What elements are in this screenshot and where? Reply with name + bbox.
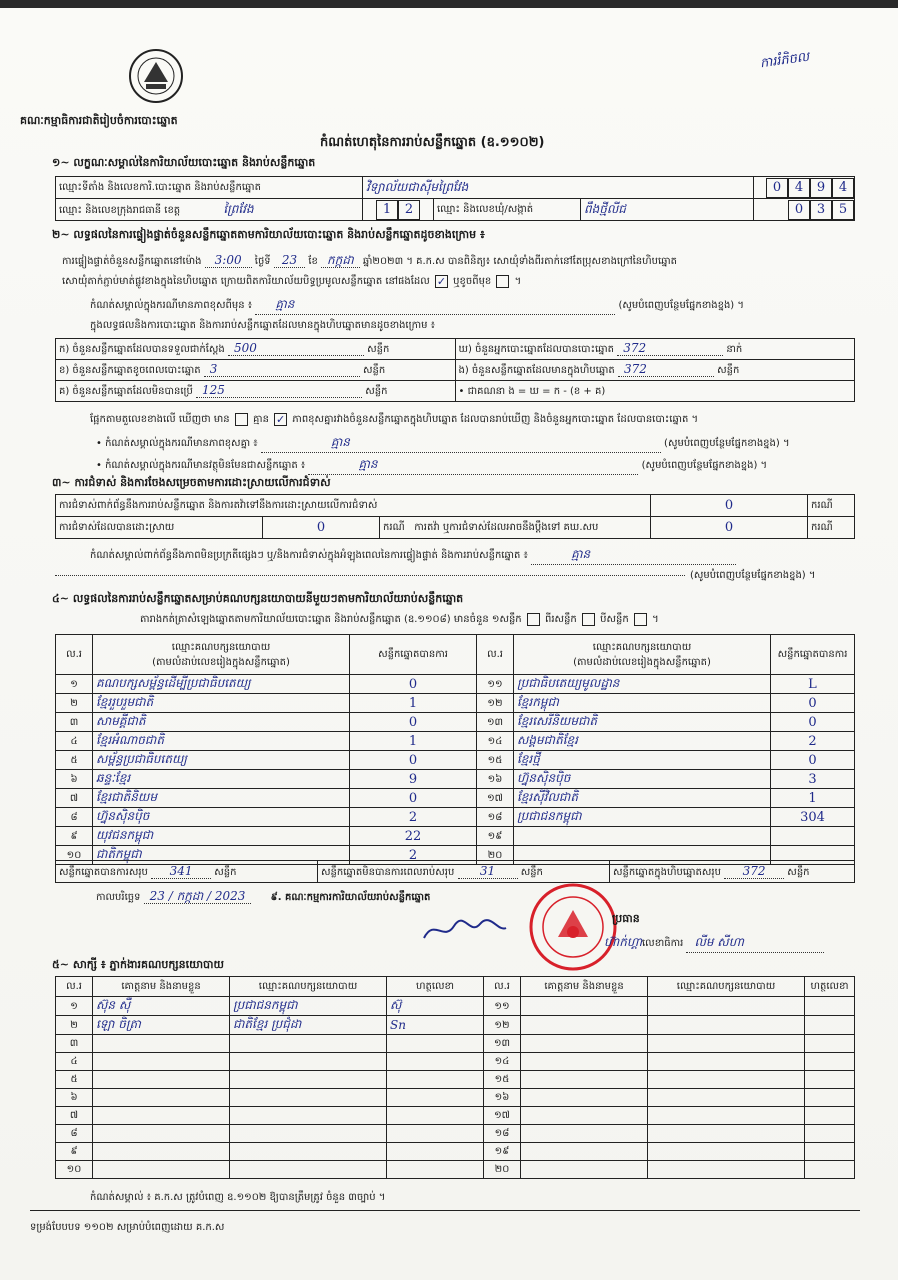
count-unit: សន្លឹក [367, 344, 390, 355]
witness-number: ១ [56, 997, 93, 1016]
bullet-note-2 [96, 456, 856, 475]
witness-number: ១៩ [484, 1143, 521, 1161]
witness-row [56, 1053, 855, 1071]
col-header-party: ឈ្មោះគណបក្សនយោបាយ [171, 641, 271, 653]
party-name[interactable]: ឆន្ទៈខ្មែរ [93, 770, 350, 789]
party-number: ១៥ [477, 751, 514, 770]
district-code-digit[interactable]: 2 [398, 200, 420, 220]
col-header-party-sub: (តាមលំដាប់លេខរៀងក្នុងសន្លឹកឆ្នោត) [573, 656, 711, 668]
time-value[interactable]: 3:00 [205, 253, 252, 268]
witness-name[interactable] [521, 1161, 648, 1179]
witness-signature[interactable] [387, 1071, 484, 1089]
total-box-value[interactable]: 372 [724, 864, 784, 879]
party-name[interactable]: ខ្មែរសេរីនិយមជាតិ [514, 713, 771, 732]
bullet-note-2-value[interactable]: គ្មាន [308, 456, 638, 475]
witness-number: ៨ [56, 1125, 93, 1143]
witness-number: ៣ [56, 1035, 93, 1053]
total-box-label: សន្លឹកឆ្នោតក្នុងហិបឆ្នោតសរុប [613, 866, 721, 878]
witness-party[interactable]: ប្រជាជនកម្ពុជា [230, 997, 387, 1016]
count-value[interactable]: 125 [196, 383, 362, 398]
witness-number: ១១ [484, 997, 521, 1016]
witness-party[interactable] [648, 1161, 805, 1179]
witness-signature[interactable] [805, 1053, 855, 1071]
verification-line-2: សោយុំតាក់ភ្ជាប់មាត់ផ្លូវខាងក្នុងនៃហិបឆ្នោត ក្រោយពិតការិយាល័យបិទ្ធប្រមូលសន្លឹកឆ្នោត នៅផងដែល ✓ ឬខូចពីមុខ ។ [62, 274, 521, 289]
witness-number: ១៦ [484, 1089, 521, 1107]
text-fragment: ការផ្ទៀងផ្ទាត់ចំនួនសន្លឹកឆ្នោតនៅម៉ោង [62, 256, 202, 267]
witness-signature[interactable] [805, 1161, 855, 1179]
party-number: ៦ [56, 770, 93, 789]
count-intro: ក្នុងលទ្ធផលនិងការបោះឆ្នោត និងការរាប់សន្លឹកឆ្នោតដែលមានក្នុងហិបឆ្នោតមានដូចខាងក្រោម ៖ [90, 320, 436, 331]
count-table [55, 338, 855, 402]
party-votes[interactable]: 0 [350, 789, 477, 808]
witness-number: ៥ [56, 1071, 93, 1089]
witness-name[interactable]: ឡោ ចិត្រា [93, 1016, 230, 1035]
witness-party[interactable] [648, 1089, 805, 1107]
witness-row [56, 997, 855, 1016]
witness-signature[interactable] [387, 1161, 484, 1179]
office-code-digit[interactable]: 4 [832, 178, 854, 198]
text-fragment: ថ្ងៃទី [254, 256, 271, 267]
date-label: កាលបរិច្ឆេទ [96, 892, 141, 903]
commune-code-digit[interactable]: 5 [832, 200, 854, 220]
col-header-party-sub: (តាមលំដាប់លេខរៀងក្នុងសន្លឹកឆ្នោត) [152, 656, 290, 668]
count-label: ខ) ចំនួនសន្លឹកឆ្នោតខូចពេលបោះឆ្នោត [59, 365, 201, 376]
footer-note: កំណត់សម្គាល់ ៖ គ.ក.ស ត្រូវបំពេញ ឧ.១១០២ ឱ្យបានត្រឹមត្រូវ ចំនួន ៣ច្បាប់ ។ [90, 1192, 386, 1203]
witness-party[interactable] [648, 1053, 805, 1071]
text-fragment: ភាពខុសគ្នារវាងចំនួនសន្លឹកឆ្នោតក្នុងហិបឆ្នោត ដែលបានរាប់ឃើញ និងចំនួនអ្នកបោះឆ្នោត ដែលបានបោះឆ្នោត ។ [292, 414, 699, 425]
president-signature-icon [420, 912, 510, 948]
party-name[interactable]: ហ្វ៊ុនស៊ិនប៉ិច [514, 770, 771, 789]
witness-party[interactable] [230, 1125, 387, 1143]
resolved-value[interactable]: 0 [263, 517, 380, 539]
witness-number: ២០ [484, 1161, 521, 1179]
results-row [56, 751, 855, 770]
witness-name[interactable] [93, 1143, 230, 1161]
official-stamp-icon [528, 882, 618, 972]
witness-row [56, 1107, 855, 1125]
witness-name[interactable] [521, 997, 648, 1016]
witness-row [56, 1125, 855, 1143]
party-votes[interactable]: 0 [771, 751, 855, 770]
committee-name: គណៈកម្មាធិការជាតិរៀបចំការបោះឆ្នោត [20, 114, 178, 127]
witness-name[interactable] [521, 1071, 648, 1089]
witness-number: ១៨ [484, 1125, 521, 1143]
witness-party[interactable] [648, 997, 805, 1016]
witness-party[interactable] [230, 1143, 387, 1161]
witness-party[interactable] [648, 1071, 805, 1089]
commune-value[interactable]: ពឹងថ្មីលីជ [581, 199, 754, 221]
col-header-party: ឈ្មោះគណបក្សនយោបាយ [592, 641, 692, 653]
witness-signature[interactable] [805, 997, 855, 1016]
party-name[interactable]: យុវជនកម្ពុជា [93, 827, 350, 846]
col-header: ហត្ថលេខា [387, 977, 484, 997]
witness-number: ១៥ [484, 1071, 521, 1089]
section-5-title: ៥~ សាក្សី ៖ ភ្នាក់ងារគណបក្សនយោបាយ [52, 958, 225, 971]
text-fragment: (សូមបំពេញបន្ថែមផ្នែកខាងខ្នង) ។ [641, 460, 768, 471]
witness-party[interactable] [230, 1035, 387, 1053]
col-header: ហត្ថលេខា [805, 977, 855, 997]
party-number: ១២ [477, 694, 514, 713]
witness-name[interactable] [521, 1107, 648, 1125]
total-invalid-value[interactable]: 31 [458, 864, 518, 879]
text-fragment: (សូមបំពេញបន្ថែមផ្នែកខាងខ្នង) ។ [664, 438, 790, 449]
party-votes[interactable]: 0 [771, 694, 855, 713]
section-3-note [90, 546, 855, 565]
section-1-table [55, 176, 855, 221]
district-value[interactable]: ព្រៃវែង [223, 201, 254, 216]
total-valid-label: សន្លឹកឆ្នោតបានការសរុប [59, 866, 148, 878]
checkbox[interactable] [235, 413, 248, 426]
party-name[interactable]: សង្គមជាតិខ្មែរ [514, 732, 771, 751]
office-code-digit[interactable]: 9 [810, 178, 832, 198]
party-number: ១៤ [477, 732, 514, 751]
commune-label: ឈ្មោះ និងលេខឃុំ/សង្កាត់ [434, 199, 581, 221]
witness-party[interactable] [230, 1071, 387, 1089]
text-fragment: (សូមបំពេញបន្ថែមផ្នែកខាងខ្នង) ។ [618, 300, 744, 311]
party-number: ១០ [56, 846, 93, 865]
checkbox[interactable] [527, 613, 540, 626]
witness-party[interactable] [648, 1016, 805, 1035]
district-label: ឈ្មោះ និងលេខក្រុងរាជធានី ខេត្ត [59, 204, 181, 216]
verification-line-1 [62, 252, 852, 270]
text-fragment: គ្មាន [253, 414, 269, 425]
totals-table [55, 860, 855, 883]
witness-signature[interactable] [805, 1143, 855, 1161]
witness-signature[interactable] [387, 1107, 484, 1125]
appeal-label: ការតវ៉ា ឬការជំទាស់ដែលអាចនឹងប្តឹងទៅ គឃ.សប [414, 522, 599, 533]
witness-name[interactable] [93, 1161, 230, 1179]
count-unit: នាក់ [726, 344, 743, 355]
president-label: ប្រធាន [612, 912, 640, 925]
col-header-votes: សន្លឹកឆ្នោតបានការ [350, 635, 477, 675]
party-number: ១ [56, 675, 93, 694]
party-votes[interactable]: 0 [771, 713, 855, 732]
checkbox[interactable] [582, 613, 595, 626]
party-number: ១៧ [477, 789, 514, 808]
results-row [56, 694, 855, 713]
witness-number: ៩ [56, 1143, 93, 1161]
section-2-title: ២~ លទ្ធផលនៃការផ្ទៀងផ្ទាត់ចំនួនសន្លឹកឆ្នោតតាមការិយាល័យបោះឆ្នោត និងរាប់សន្លឹកឆ្នោតដូចខាងក្រោម ៖ [52, 228, 485, 241]
party-votes[interactable]: 1 [771, 789, 855, 808]
formula-cell: • ជាគណនា ង = ឃ = ក - (ខ + គ) [455, 381, 855, 402]
party-name[interactable]: ខ្មែរស៊ីវិលជាតិ [514, 789, 771, 808]
difference-note-line [90, 296, 850, 315]
party-number: ១៨ [477, 808, 514, 827]
count-value[interactable]: 372 [618, 362, 714, 377]
col-header-no: ល.រ [56, 635, 93, 675]
party-votes[interactable]: 0 [350, 751, 477, 770]
text-fragment: តារាងកត់ត្រាសំឡេងឆ្នោតតាមការិយាល័យបោះឆ្នោត និងរាប់សន្លឹកឆ្នោត (ឧ.១១០៨) មានចំនួន ១សន្លឹក [140, 614, 522, 625]
witness-signature[interactable]: Sn [387, 1016, 484, 1035]
col-header-no: ល.រ [477, 635, 514, 675]
date-value[interactable]: 23 / កក្កដា / 2023 [144, 889, 252, 904]
nec-emblem-icon [128, 48, 184, 104]
witness-signature[interactable] [805, 1035, 855, 1053]
count-unit: សន្លឹក [362, 365, 386, 376]
party-name[interactable]: ខ្មែរកម្ពុជា [514, 694, 771, 713]
form-reference: ទម្រង់បែបបទ ១១០២ សម្រាប់បំពេញដោយ គ.ក.ស [30, 1222, 225, 1233]
party-name[interactable]: ខ្មែរអំណាចជាតិ [93, 732, 350, 751]
witness-party[interactable] [230, 1161, 387, 1179]
witness-name[interactable] [521, 1089, 648, 1107]
party-votes[interactable]: 22 [350, 827, 477, 846]
day-value[interactable]: 23 [274, 253, 305, 268]
col-header-votes: សន្លឹកឆ្នោតបានការ [771, 635, 855, 675]
objection-unit: ករណី [808, 495, 855, 517]
witness-party[interactable] [648, 1143, 805, 1161]
witness-signature[interactable] [387, 1143, 484, 1161]
party-votes[interactable]: 2 [350, 808, 477, 827]
unit: សន្លឹក [520, 866, 543, 878]
section-3-title: ៣~ ការជំទាស់ និងការចែងសម្រេចតាមការដោះស្រាយលើការជំទាស់ [52, 476, 331, 489]
section-3-hint: (សូមបំពេញបន្ថែមផ្នែកខាងខ្នង) ។ [690, 570, 816, 581]
witness-number: ៦ [56, 1089, 93, 1107]
checkbox-checked[interactable] [435, 275, 448, 288]
unit: សន្លឹក [214, 866, 237, 878]
results-row [56, 808, 855, 827]
witness-party[interactable] [648, 1125, 805, 1143]
witness-signature[interactable] [805, 1016, 855, 1035]
secretary-label: លេខាធិការ [642, 938, 684, 949]
witness-row [56, 1143, 855, 1161]
text-fragment: • កំណត់សម្គាល់ក្នុងករណីមានវត្ថុមិនមែនជាសន្លឹកឆ្នោត ៖ [96, 460, 306, 471]
office-label: ឈ្មោះទីតាំង និងលេខការិ.បោះឆ្នោត និងរាប់សន្លឹកឆ្នោត [56, 177, 363, 199]
count-label: គ) ចំនួនសន្លឹកឆ្នោតដែលមិនបានប្រើ [59, 386, 193, 397]
section-4-intro: តារាងកត់ត្រាសំឡេងឆ្នោតតាមការិយាល័យបោះឆ្នោត និងរាប់សន្លឹកឆ្នោត (ឧ.១១០៨) មានចំនួន ១សន្លឹក ពីរសន្លឹក បីសន្លឹក ។ [140, 614, 659, 625]
party-number: ៧ [56, 789, 93, 808]
party-name[interactable]: ជាតិកម្ពុជា [93, 846, 350, 865]
party-votes[interactable]: 0 [350, 713, 477, 732]
committee-label: ៩. គណៈកម្មការការិយាល័យរាប់សន្លឹកឆ្នោត [270, 892, 431, 903]
total-invalid-label: សន្លឹកឆ្នោតមិនបានការពេលរាប់សរុប [321, 866, 455, 878]
text-fragment: ពីរសន្លឹក [545, 614, 577, 625]
text-fragment: កំណត់សម្គាល់ក្នុងករណីមានភាពខុសពីមុន ៖ [90, 300, 253, 311]
party-name[interactable]: សម្ព័ន្ធប្រជាធិបតេយ្យ [93, 751, 350, 770]
witness-signature[interactable] [387, 1089, 484, 1107]
count-unit: សន្លឹក [365, 386, 388, 397]
party-votes[interactable]: 2 [771, 732, 855, 751]
witness-name[interactable] [521, 1016, 648, 1035]
results-row [56, 732, 855, 751]
count-value[interactable]: 500 [228, 341, 364, 356]
scan-edge [0, 0, 898, 8]
commune-code-digit[interactable]: 3 [810, 200, 832, 220]
results-row [56, 713, 855, 732]
secretary-name[interactable]: លីម សីហា [686, 934, 824, 953]
witness-signature[interactable] [805, 1071, 855, 1089]
text-fragment: ផ្អែកតាមតួលេខខាងលើ ឃើញថា មាន [90, 414, 230, 425]
party-votes[interactable]: 2 [350, 846, 477, 865]
witness-number: ១៣ [484, 1035, 521, 1053]
witness-name[interactable] [521, 1125, 648, 1143]
witness-signature[interactable] [387, 1035, 484, 1053]
results-table [55, 634, 855, 865]
party-number: ៤ [56, 732, 93, 751]
secretary-line [642, 934, 824, 953]
checkbox[interactable] [634, 613, 647, 626]
col-header: ឈ្មោះគណបក្សនយោបាយ [648, 977, 805, 997]
witness-number: ១០ [56, 1161, 93, 1179]
witness-row [56, 1016, 855, 1035]
witness-row [56, 1161, 855, 1179]
objection-value[interactable]: 0 [651, 495, 808, 517]
resolved-unit: ករណី [383, 522, 405, 533]
dotted-line [55, 574, 685, 576]
witness-name[interactable] [93, 1035, 230, 1053]
text-fragment: កំណត់សម្គាល់ពាក់ព័ន្ធនឹងភាពមិនប្រក្រតីផ្សេងៗ ឬ/និងការជំទាស់ក្នុងអំឡុងពេលនៃការផ្ទៀងផ្ទាត់ និងការរាប់សន្លឹកឆ្នោត ៖ [90, 550, 528, 561]
district-code-digit[interactable]: 1 [376, 200, 398, 220]
resolved-label: ការជំទាស់ដែលបានដោះស្រាយ [59, 522, 175, 533]
witness-name[interactable] [93, 1071, 230, 1089]
section-4-title: ៤~ លទ្ធផលនៃការរាប់សន្លឹកឆ្នោតសម្រាប់គណបក្សនយោបាយនីមួយៗតាមការិយាល័យរាប់សន្លឹកឆ្នោត [52, 592, 464, 605]
office-code-digit[interactable]: 0 [766, 178, 788, 198]
witness-party[interactable]: ជាតិខ្មែរ ប្រជុំដា [230, 1016, 387, 1035]
count-label: ង) ចំនួនសន្លឹកឆ្នោតដែលមានក្នុងហិបឆ្នោត [458, 365, 615, 376]
party-number: ១៦ [477, 770, 514, 789]
witness-number: ១២ [484, 1016, 521, 1035]
witness-signature[interactable] [805, 1089, 855, 1107]
witness-name[interactable] [521, 1053, 648, 1071]
results-row [56, 770, 855, 789]
witness-number: ១៧ [484, 1107, 521, 1125]
total-valid-value[interactable]: 341 [151, 864, 211, 879]
witness-party[interactable] [648, 1035, 805, 1053]
party-votes[interactable]: 1 [350, 732, 477, 751]
party-votes[interactable]: 9 [350, 770, 477, 789]
party-votes[interactable] [771, 827, 855, 846]
party-name[interactable]: ហ្វ៊ុនស៊ិនប៉ិច [93, 808, 350, 827]
witness-name[interactable] [93, 1053, 230, 1071]
party-number: ៨ [56, 808, 93, 827]
corner-note: ការរំភិចល [759, 49, 811, 72]
party-number: ១៩ [477, 827, 514, 846]
results-row [56, 827, 855, 846]
results-row [56, 675, 855, 694]
party-number: ៣ [56, 713, 93, 732]
party-number: ១៣ [477, 713, 514, 732]
party-number: ៥ [56, 751, 93, 770]
office-code-digit[interactable]: 4 [788, 178, 810, 198]
witness-row [56, 1089, 855, 1107]
witness-name[interactable] [521, 1035, 648, 1053]
party-number: ១១ [477, 675, 514, 694]
party-votes[interactable]: 304 [771, 808, 855, 827]
col-header: គោត្តនាម និងនាមខ្លួន [521, 977, 648, 997]
appeal-unit: ករណី [808, 517, 855, 539]
appeal-value[interactable]: 0 [651, 517, 808, 539]
text-fragment: បីសន្លឹក [600, 614, 629, 625]
party-number: ២ [56, 694, 93, 713]
party-name[interactable]: គណបក្សសម្ព័ន្ធដើម្បីប្រជាធិបតេយ្យ [93, 675, 350, 694]
party-number: ៩ [56, 827, 93, 846]
witness-signature[interactable] [805, 1125, 855, 1143]
party-name[interactable]: ខ្មែរជាតិនិយម [93, 789, 350, 808]
text-fragment: ឆ្នាំ២០២៣ ។ គ.ក.ស បានពិនិត្យ៖ សោយុំទាំងពីរតាក់នៅតែប្រុសខាងក្រៅនៃហិបឆ្នោត [362, 256, 678, 267]
compare-line [90, 412, 698, 427]
witness-signature[interactable] [387, 1125, 484, 1143]
party-name[interactable]: ប្រជាធិបតេយ្យមូលដ្ឋាន [514, 675, 771, 694]
bullet-note-1 [96, 434, 856, 453]
witness-name[interactable] [93, 1089, 230, 1107]
checkbox-checked[interactable] [274, 413, 287, 426]
bullet-note-1-value[interactable]: គ្មាន [261, 434, 661, 453]
witness-number: ១៤ [484, 1053, 521, 1071]
results-row [56, 789, 855, 808]
party-name[interactable]: សាមគ្គីជាតិ [93, 713, 350, 732]
party-votes[interactable]: 0 [350, 675, 477, 694]
section-1-title: ១~ លក្ខណៈសម្គាល់នៃការិយាល័យបោះឆ្នោត និងរាប់សន្លឹកឆ្នោត [52, 156, 316, 169]
party-votes[interactable]: 3 [771, 770, 855, 789]
witness-party[interactable] [648, 1107, 805, 1125]
witness-row [56, 1035, 855, 1053]
count-unit: សន្លឹក [717, 365, 740, 376]
party-number: ២០ [477, 846, 514, 865]
witness-signature[interactable] [805, 1107, 855, 1125]
month-value[interactable]: កក្កដា [321, 253, 360, 268]
witness-row [56, 1071, 855, 1089]
witness-name[interactable]: ស៊ុន ស៊ឺ [93, 997, 230, 1016]
form-title: កំណត់ហេតុនៃការរាប់សន្លឹកឆ្នោត (ឧ.១១០២) [320, 135, 545, 150]
party-name[interactable] [514, 827, 771, 846]
president-name: ហ៊ាក់ហ្គា [604, 935, 643, 949]
witness-table [55, 976, 855, 1179]
witness-number: ២ [56, 1016, 93, 1035]
footer-rule [30, 1210, 860, 1211]
witness-number: ៧ [56, 1107, 93, 1125]
witness-name[interactable] [93, 1125, 230, 1143]
witness-party[interactable] [230, 1107, 387, 1125]
text-fragment: សោយុំតាក់ភ្ជាប់មាត់ផ្លូវខាងក្នុងនៃហិបឆ្នោត ក្រោយពិតការិយាល័យបិទ្ធប្រមូលសន្លឹកឆ្នោត នៅផងដែល [62, 276, 430, 287]
witness-number: ៤ [56, 1053, 93, 1071]
text-fragment: • កំណត់សម្គាល់ក្នុងករណីមានភាពខុសគ្នា ៖ [96, 438, 258, 449]
party-votes[interactable]: 1 [350, 694, 477, 713]
checkbox[interactable] [496, 275, 509, 288]
count-label: ឃ) ចំនួនអ្នកបោះឆ្នោតដែលបានបោះឆ្នោត [458, 344, 615, 355]
section-3-note-value[interactable]: គ្មាន [531, 546, 736, 565]
party-name[interactable]: ប្រជាជនកម្ពុជា [514, 808, 771, 827]
count-value[interactable]: 372 [617, 341, 723, 356]
count-label: ក) ចំនួនសន្លឹកឆ្នោតដែលបានទទួលជាក់ស្តែង [59, 344, 225, 355]
objection-table [55, 494, 855, 539]
date-line [96, 888, 430, 906]
witness-signature[interactable] [387, 1053, 484, 1071]
text-fragment: ឬខូចពីមុខ [453, 276, 492, 287]
office-value[interactable]: វិទ្យាល័យជាស៊ីមព្រៃវែង [363, 177, 754, 199]
party-name[interactable]: ខ្មែរថ្មី [514, 751, 771, 770]
commune-code-digit[interactable]: 0 [788, 200, 810, 220]
party-votes[interactable]: L [771, 675, 855, 694]
count-value[interactable]: 3 [204, 362, 360, 377]
objection-label: ការជំទាស់ពាក់ព័ន្ធនឹងការរាប់សន្លឹកឆ្នោត និងការតវ៉ាទៅនឹងការដោះស្រាយលើការជំទាស់ [56, 495, 651, 517]
col-header: គោត្តនាម និងនាមខ្លួន [93, 977, 230, 997]
witness-party[interactable] [230, 1053, 387, 1071]
text-fragment: ខែ [308, 256, 318, 267]
col-header: ល.រ [56, 977, 93, 997]
col-header: ឈ្មោះគណបក្សនយោបាយ [230, 977, 387, 997]
difference-note-value[interactable]: គ្មាន [255, 296, 615, 315]
witness-party[interactable] [230, 1089, 387, 1107]
witness-name[interactable] [521, 1143, 648, 1161]
party-name[interactable]: ខ្មែររួបរួមជាតិ [93, 694, 350, 713]
witness-name[interactable] [93, 1107, 230, 1125]
unit: សន្លឹក [787, 866, 810, 878]
col-header: ល.រ [484, 977, 521, 997]
witness-signature[interactable]: ស៊ុ [387, 997, 484, 1016]
